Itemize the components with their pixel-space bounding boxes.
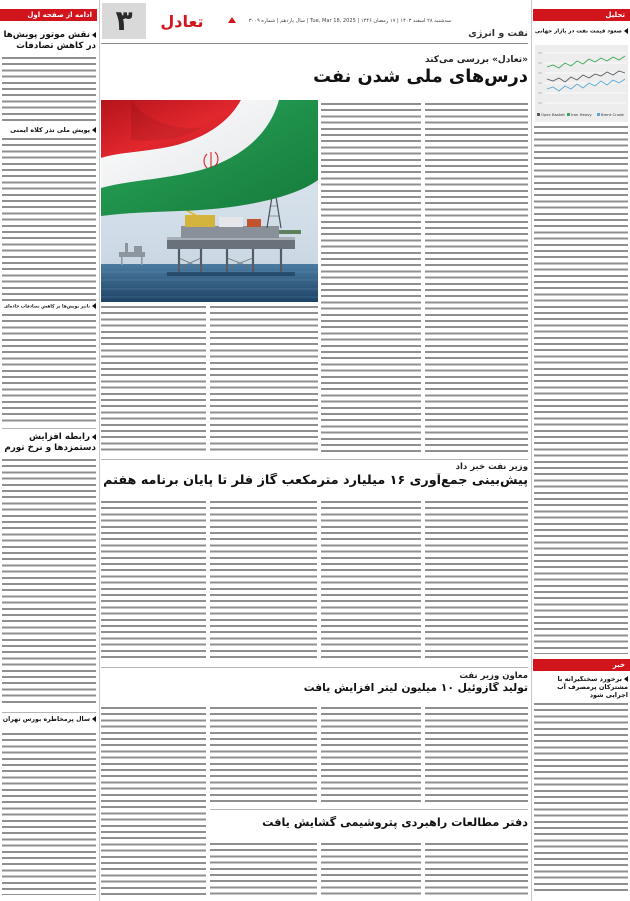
body-text bbox=[210, 501, 317, 662]
lead-headline: درس‌های ملی شدن نفت bbox=[313, 67, 528, 87]
bullet-triangle-icon bbox=[624, 676, 628, 682]
body-text bbox=[425, 843, 528, 895]
body-text bbox=[321, 501, 421, 662]
lead-photo bbox=[101, 100, 318, 302]
bullet-triangle-icon bbox=[624, 28, 628, 34]
body-text bbox=[321, 103, 421, 455]
body-text bbox=[534, 703, 628, 895]
column-rule-right bbox=[531, 0, 532, 901]
divider bbox=[101, 667, 528, 668]
left-story-subhead bbox=[2, 303, 96, 312]
bullet-triangle-icon bbox=[92, 303, 96, 309]
body-text bbox=[2, 138, 96, 301]
bullet-triangle-icon bbox=[92, 716, 96, 722]
date-line: سه‌شنبه ۲۸ اسفند ۱۴۰۳ | ۱۷ رمضان ۱۴۴۶ | Tue, Mar 18, 2025 | سال یازدهم | شماره ۳۰۰۹ bbox=[248, 18, 452, 24]
divider bbox=[210, 809, 528, 810]
page-number: ۳ bbox=[102, 3, 146, 39]
left-story-title-text: نقش موتور پویش‌ها در کاهش تصادفات bbox=[3, 30, 96, 51]
body-text bbox=[2, 57, 96, 125]
body-text bbox=[2, 459, 96, 707]
section-title: نفت و انرژی bbox=[468, 28, 528, 39]
masthead-rule bbox=[101, 43, 528, 44]
body-text bbox=[210, 707, 317, 804]
left-story-title-text: رابطه افزایش دستمزدها و نرخ تورم bbox=[4, 432, 96, 453]
left-story-subhead-text: پویش ملی نذر کلاه ایمنی bbox=[10, 127, 90, 134]
analysis-title-text: صعود قیمت نفت در بازار جهانی bbox=[534, 28, 622, 35]
body-text bbox=[2, 314, 96, 424]
legend-label: Iran Heavy bbox=[571, 112, 592, 117]
bullet-triangle-icon bbox=[92, 32, 96, 38]
left-column-header: ادامه از صفحه اول bbox=[0, 9, 97, 21]
chart-background bbox=[535, 45, 628, 122]
story-headline: تولید گازوئیل ۱۰ میلیون لیتر افزایش یافت bbox=[303, 682, 528, 694]
divider bbox=[2, 428, 96, 429]
analysis-header: تحلیل bbox=[533, 9, 630, 21]
lead-kicker: «تعادل» بررسی می‌کند bbox=[424, 55, 528, 65]
left-story-title-text: سال پرمخاطره بورس تهران bbox=[2, 716, 90, 723]
left-story-subhead bbox=[2, 127, 96, 136]
story-kicker: وزیر نفت خبر داد bbox=[455, 462, 528, 472]
news-header: خبر bbox=[533, 659, 630, 671]
body-text bbox=[425, 501, 528, 662]
body-text bbox=[210, 843, 317, 895]
bullet-triangle-icon bbox=[92, 127, 96, 133]
left-story-title bbox=[2, 30, 96, 53]
bullet-triangle-icon bbox=[92, 434, 96, 440]
divider bbox=[2, 712, 96, 713]
analysis-title bbox=[534, 28, 628, 41]
news-title bbox=[534, 676, 628, 699]
body-text bbox=[534, 126, 628, 654]
body-text bbox=[101, 306, 206, 455]
red-triangle-icon bbox=[228, 17, 236, 23]
body-text bbox=[321, 843, 421, 895]
left-story-subhead-text: تاثیر پویش‌ها بر کاهش تصادفات جاده‌ای bbox=[4, 304, 90, 310]
legend-swatch bbox=[537, 113, 540, 116]
legend-label: Opec Basket bbox=[541, 112, 565, 117]
news-title-text: برخورد سختگیرانه با مشترکان پرمصرف آب اجرایی شود bbox=[557, 676, 628, 699]
body-text bbox=[210, 306, 318, 455]
column-rule-left bbox=[99, 0, 100, 901]
body-text bbox=[2, 733, 96, 895]
body-text bbox=[321, 707, 421, 804]
story-headline: پیش‌بینی جمع‌آوری ۱۶ میلیارد مترمکعب گاز فلر تا پایان برنامه هفتم bbox=[103, 473, 528, 488]
oil-price-chart bbox=[535, 45, 628, 122]
body-text bbox=[425, 707, 528, 804]
body-text bbox=[101, 707, 206, 895]
left-story-title bbox=[2, 716, 96, 728]
body-text bbox=[425, 103, 528, 455]
legend-swatch bbox=[597, 113, 600, 116]
body-text bbox=[101, 501, 206, 662]
story-kicker: معاون وزیر نفت bbox=[459, 671, 528, 681]
left-story-title bbox=[2, 432, 96, 455]
legend-swatch bbox=[567, 113, 570, 116]
divider bbox=[101, 459, 528, 460]
legend-label: Brent Crude bbox=[601, 112, 624, 117]
newspaper-logo: تعادل bbox=[160, 13, 204, 31]
story-headline: دفتر مطالعات راهبردی پتروشیمی گشایش یافت bbox=[262, 816, 528, 829]
